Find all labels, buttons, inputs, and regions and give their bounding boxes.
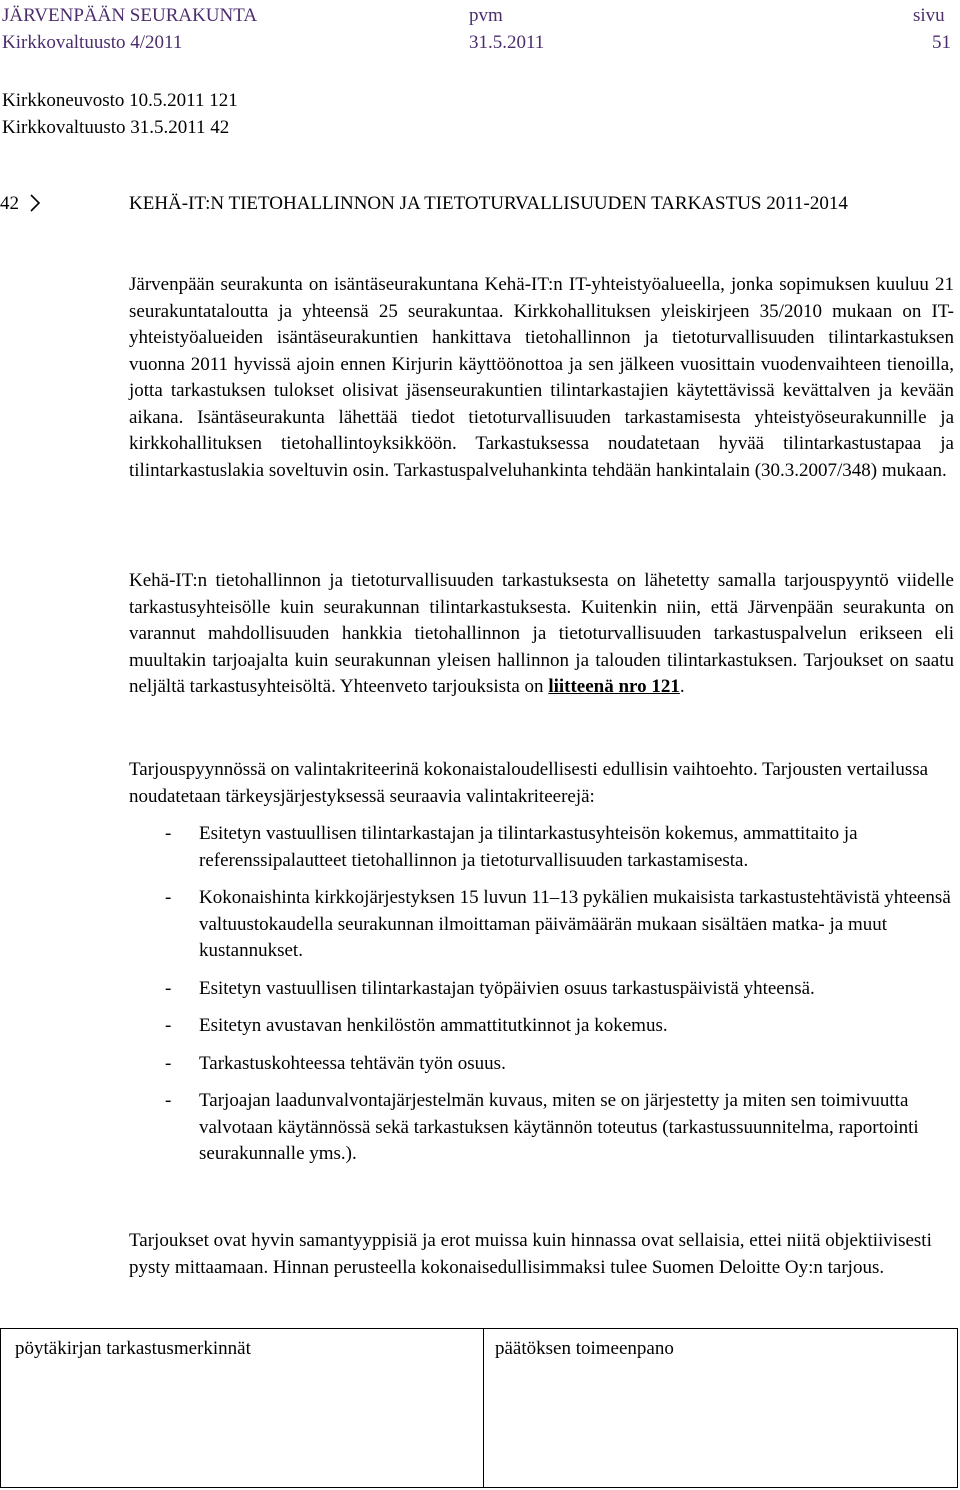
paragraph-2 — [129, 568, 954, 701]
footer-signature-box — [0, 1328, 958, 1488]
paragraph-4 — [129, 1228, 954, 1281]
paragraph-text: Tarjouspyynnössä on valintakriteerinä kokonaistaloudellisesti edullisin vaihtoehto. Tarjousten vertailussa noudatetaan tärkeysjärjestyksessä seuraavia valintakriteerejä: — [129, 759, 929, 807]
list-dash: - — [165, 1090, 172, 1111]
paragraph-1 — [129, 272, 954, 484]
list-item — [165, 1051, 955, 1078]
list-item — [165, 1013, 955, 1040]
section-number: 42 — [0, 193, 19, 214]
document-subheader — [0, 30, 960, 56]
meeting-name: Kirkkovaltuusto 4/2011 — [2, 32, 183, 53]
attachment-link[interactable]: liitteenä nro 121 — [548, 676, 680, 697]
list-dash: - — [165, 977, 172, 999]
list-dash: - — [165, 887, 172, 908]
list-item-text: Tarjoajan laadunvalvontajärjestelmän kuvaus, miten se on järjestetty ja miten sen toimivuutta valvotaan käytännössä sekä tarkastuksen käytännön toteutus (tarkastussuunnitelma, raportointi seurakunnalle yms.). — [199, 1090, 919, 1164]
organization-name: JÄRVENPÄÄN SEURAKUNTA — [2, 5, 258, 26]
date-label: pvm — [469, 5, 503, 26]
reference-number: 121 — [209, 90, 238, 111]
list-item — [165, 976, 955, 1003]
criteria-list — [165, 821, 955, 1179]
meeting-date: 31.5.2011 — [469, 32, 545, 53]
list-item — [165, 885, 955, 965]
reference-line — [2, 115, 229, 142]
list-item-text: Esitetyn vastuullisen tilintarkastajan työpäivien osuus tarkastuspäivistä yhteensä. — [199, 977, 815, 999]
paragraph-text-main: Kehä-IT:n tietohallinnon ja tietoturvallisuuden tarkastuksesta on lähetetty samalla tarjouspyyntö viidelle tarkastusyhteisölle kuin seurakunnan tilintarkastuksesta. Kuitenkin niin, että Järvenpään seurakunta on varannut mahdollisuuden hankkia tietohallinnon ja tietoturvallisuuden tarkastuspalvelun erikseen eli muultakin tarjoajalta kuin seurakunnan yleisen hallinnon ja talouden tilintarkastuksen. Tarjoukset on saatu neljältä tarkastusyhteisöltä. Yhteenveto tarjouksista on — [129, 570, 954, 697]
paragraph-text: Järvenpään seurakunta on isäntäseurakuntana Kehä-IT:n IT-yhteistyöalueella, jonka sopimuksen kuuluu 21 seurakuntataloutta ja yhteensä 25 seurakuntaa. Kirkkohallituksen yleiskirjeen 35/2010 mukaan on IT-yhteistyöalueiden isäntäseurakuntien hankittava tietohallinnon ja tietoturvallisuuden tilintarkastuksen vuonna 2011 hyvissä ajoin ennen Kirjurin käyttöönottoa ja sen jälkeen vuosittain vuodenvaihteen tienoilla, jotta tarkastuksen tulokset olisivat jäsenseurakuntien tilintarkastajien käytettävissä kevättalven ja kevään aikana. Isäntäseurakunta lähettää tiedot tietoturvallisuuden tarkastamisesta yhteistyöseurakunnille ja kirkkohallituksen tietohallintoyksikköön. Tarkastuksessa noudatetaan hyvää tilintarkastustapaa ja tilintarkastuslakia soveltuvin osin. Tarkastuspalveluhankinta tehdään hankintalain (30.3.2007/348) mukaan. — [129, 274, 954, 481]
list-item-text: Esitetyn vastuullisen tilintarkastajan ja tilintarkastusyhteisön kokemus, ammattitaito ja referenssipalautteet tietohallinnon ja tietoturvallisuuden tarkastamisesta. — [199, 823, 858, 871]
list-item — [165, 1088, 955, 1168]
list-dash: - — [165, 1015, 172, 1036]
page-number: 51 — [932, 32, 951, 53]
list-item-text: Kokonaishinta kirkkojärjestyksen 15 luvun 11–13 pykälien mukaisista tarkastustehtävistä yhteensä valtuustokaudella seurakunnan ilmoittaman päivämäärän mukaan sisältäen matka- ja muut kustannukset. — [199, 887, 951, 961]
section-sign-icon — [30, 193, 40, 213]
list-item-text: Esitetyn avustavan henkilöstön ammattitutkinnot ja kokemus. — [199, 1015, 668, 1036]
footer-review-label: pöytäkirjan tarkastusmerkinnät — [15, 1338, 251, 1359]
paragraph-text-end: . — [679, 676, 685, 697]
list-item-text: Tarkastuskohteessa tehtävän työn osuus. — [199, 1052, 506, 1074]
paragraph-3 — [129, 757, 954, 810]
reference-number: 42 — [210, 117, 230, 138]
footer-divider — [483, 1329, 484, 1487]
section-title: KEHÄ-IT:N TIETOHALLINNON JA TIETOTURVALLISUUDEN TARKASTUS 2011-2014 — [129, 193, 848, 214]
reference-body: Kirkkovaltuusto 31.5.2011 — [2, 117, 206, 138]
list-dash: - — [165, 1052, 172, 1074]
page-label: sivu — [913, 5, 945, 26]
list-item — [165, 821, 955, 874]
footer-execution-label: päätöksen toimeenpano — [495, 1338, 674, 1359]
list-dash: - — [165, 823, 172, 844]
document-header — [0, 3, 960, 29]
reference-line — [2, 88, 238, 115]
paragraph-text: Tarjoukset ovat hyvin samantyyppisiä ja erot muissa kuin hinnassa ovat sellaisia, ettei niitä objektiivisesti pysty mittaamaan. Hinnan perusteella kokonaisedullisimmaksi tulee Suomen Deloitte Oy:n tarjous. — [129, 1230, 932, 1278]
paragraph-text — [129, 568, 954, 701]
reference-body: Kirkkoneuvosto 10.5.2011 — [2, 90, 205, 111]
